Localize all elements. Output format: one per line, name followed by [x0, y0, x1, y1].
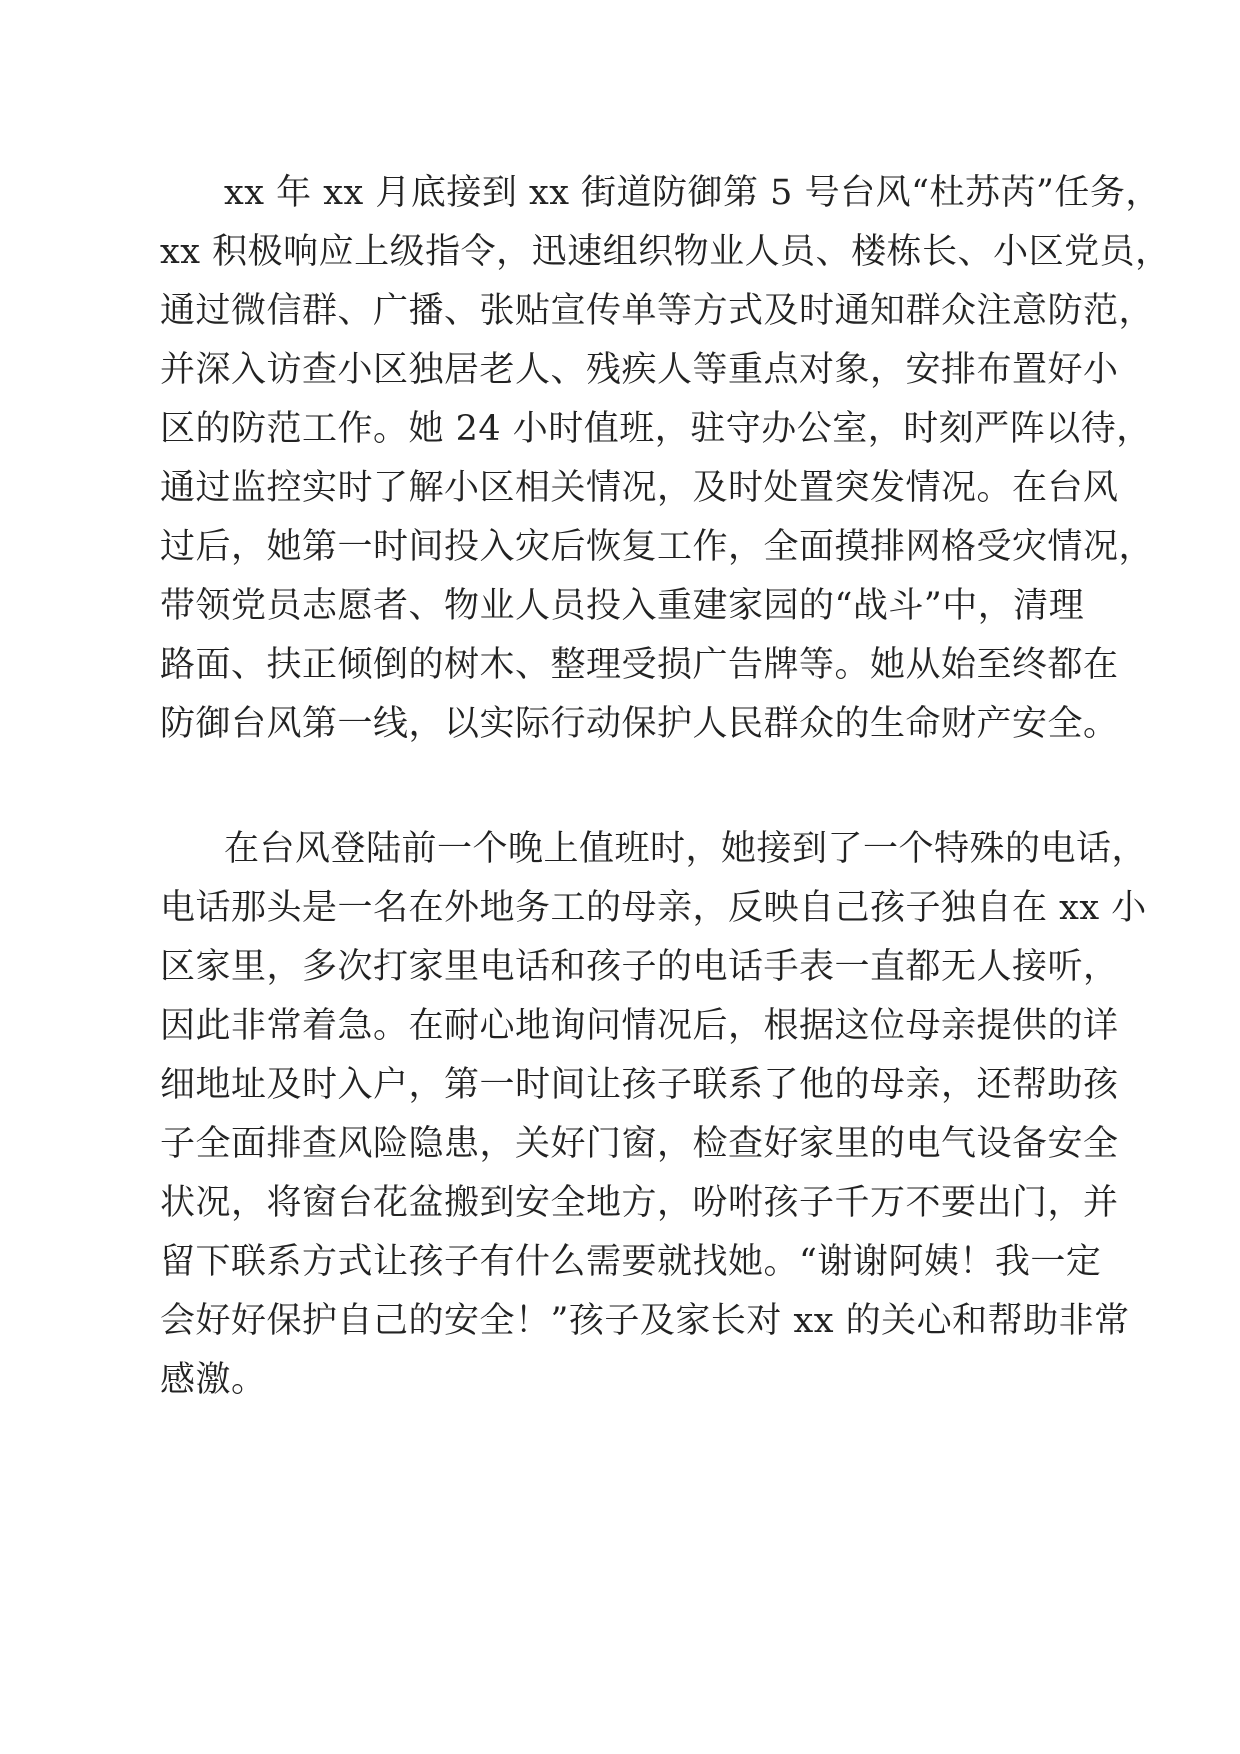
paragraph-2-line-2: 电话那头是一名在外地务工的母亲，反映自己孩子独自在 xx 小 — [160, 888, 1147, 928]
paragraph-1-line-7: 过后，她第一时间投入灾后恢复工作，全面摸排网格受灾情况， — [160, 527, 1155, 567]
paragraph-2-line-5: 细地址及时入户，第一时间让孩子联系了他的母亲，还帮助孩 — [160, 1065, 1119, 1105]
paragraph-1-line-10: 防御台风第一线，以实际行动保护人民群众的生命财产安全。 — [160, 704, 1119, 744]
paragraph-2-line-3: 区家里，多次打家里电话和孩子的电话手表一直都无人接听， — [160, 947, 1119, 987]
paragraph-2-line-10: 感激。 — [160, 1360, 267, 1400]
paragraph-2-line-9: 会好好保护自己的安全！”孩子及家长对 xx 的关心和帮助非常 — [160, 1301, 1130, 1341]
paragraph-1-line-5: 区的防范工作。她 24 小时值班，驻守办公室，时刻严阵以待， — [160, 409, 1152, 449]
paragraph-1-line-1: xx 年 xx 月底接到 xx 街道防御第 5 号台风“杜苏芮”任务， — [224, 173, 1161, 213]
paragraph-2-line-6: 子全面排查风险隐患，关好门窗，检查好家里的电气设备安全 — [160, 1124, 1119, 1164]
paragraph-1-line-4: 并深入访查小区独居老人、残疾人等重点对象，安排布置好小 — [160, 350, 1119, 390]
paragraph-2-line-4: 因此非常着急。在耐心地询问情况后，根据这位母亲提供的详 — [160, 1006, 1119, 1046]
paragraph-1-line-8: 带领党员志愿者、物业人员投入重建家园的“战斗”中，清理 — [160, 586, 1085, 626]
paragraph-2-line-8: 留下联系方式让孩子有什么需要就找她。“谢谢阿姨！我一定 — [160, 1242, 1102, 1282]
paragraph-2-line-1: 在台风登陆前一个晚上值班时，她接到了一个特殊的电话， — [224, 829, 1148, 869]
paragraph-1-line-9: 路面、扶正倾倒的树木、整理受损广告牌等。她从始至终都在 — [160, 645, 1119, 685]
paragraph-1-line-6: 通过监控实时了解小区相关情况，及时处置突发情况。在台风 — [160, 468, 1119, 508]
paragraph-1-line-2: xx 积极响应上级指令，迅速组织物业人员、楼栋长、小区党员， — [160, 232, 1171, 272]
paragraph-1-line-3: 通过微信群、广播、张贴宣传单等方式及时通知群众注意防范， — [160, 291, 1155, 331]
paragraph-2-line-7: 状况，将窗台花盆搬到安全地方，吩咐孩子千万不要出门，并 — [160, 1183, 1119, 1223]
